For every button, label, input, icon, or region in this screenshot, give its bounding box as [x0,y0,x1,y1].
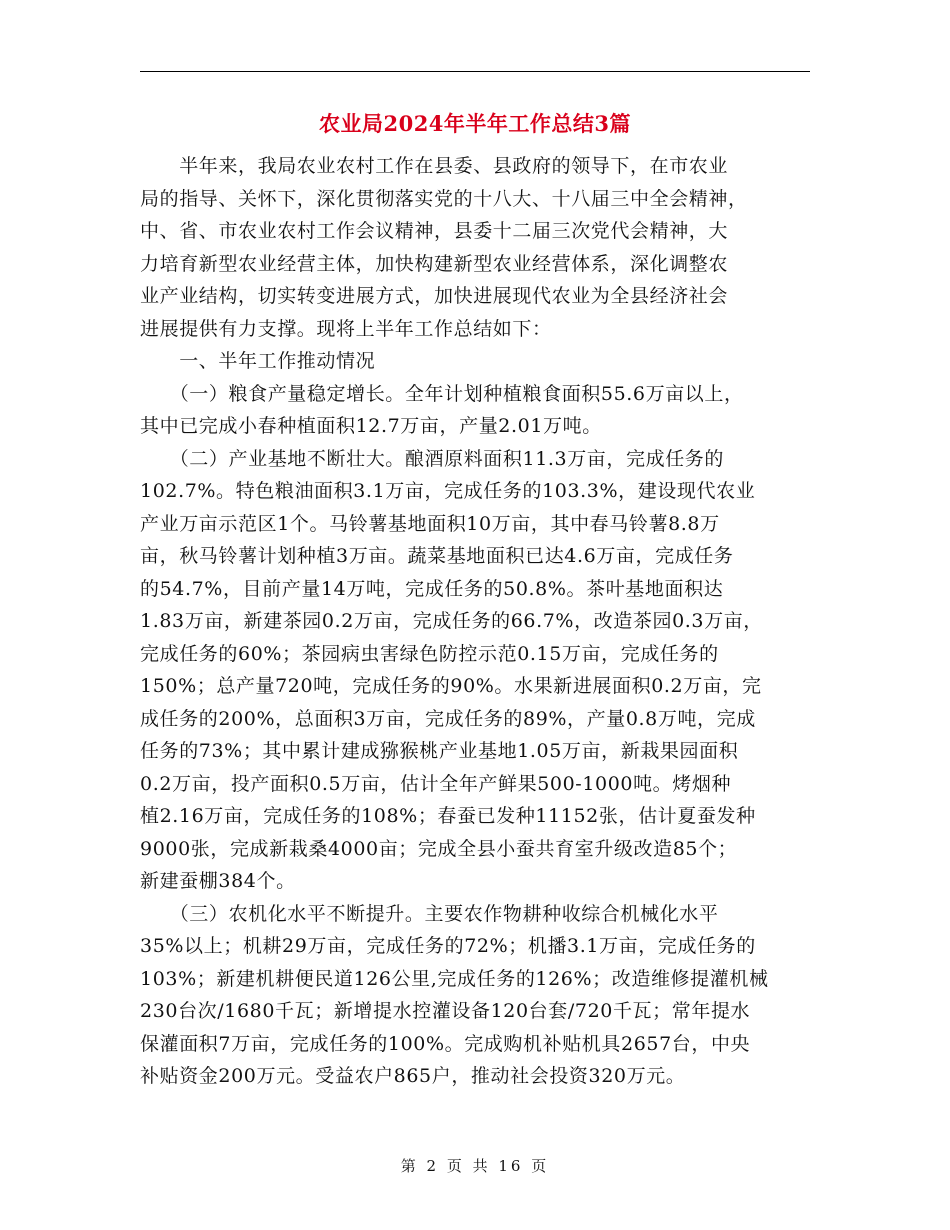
body-line: 保灌面积7万亩，完成任务的100%。完成购机补贴机具2657台，中央 [140,1032,751,1055]
body-line: 完成任务的60%；茶园病虫害绿色防控示范0.15万亩，完成任务的 [140,642,719,665]
body-line: 进展提供有力支撑。现将上半年工作总结如下： [140,317,552,340]
document-body [140,150,816,1093]
body-line: 230台次/1680千瓦；新增提水控灌设备120台套/720千瓦；常年提水 [140,1000,751,1022]
body-line: 局的指导、关怀下，深化贯彻落实党的十八大、十八届三中全会精神， [140,187,748,210]
body-line: 半年来，我局农业农村工作在县委、县政府的领导下，在市农业 [140,155,729,177]
header-rule [140,71,810,72]
body-line: （一）粮食产量稳定增长。全年计划种植粮食面积55.6万亩以上， [140,382,744,405]
page-number: 第 2 页 共 16 页 [400,1157,550,1175]
body-line: 其中已完成小春种植面积12.7万亩，产量2.01万吨。 [140,415,602,437]
body-line: 亩，秋马铃薯计划种植3万亩。蔬菜基地面积已达4.6万亩，完成任务 [140,545,734,567]
body-line: （二）产业基地不断壮大。酿酒原料面积11.3万亩，完成任务的 [140,447,725,470]
body-line: 力培育新型农业经营主体，加快构建新型农业经营体系，深化调整农 [140,252,729,275]
body-line: 任务的73%；其中累计建成猕猴桃产业基地1.05万亩，新栽果园面积 [140,740,739,762]
body-line: 中、省、市农业农村工作会议精神，县委十二届三次党代会精神，大 [140,220,729,242]
body-line: 9000张，完成新栽桑4000亩；完成全县小蚕共育室升级改造85个； [140,837,738,860]
body-line: 成任务的200%，总面积3万亩，完成任务的89%，产量0.8万吨，完成 [140,707,756,730]
body-line: 产业万亩示范区1个。马铃薯基地面积10万亩，其中春马铃薯8.8万 [140,512,720,535]
body-line: 150%；总产量720吨，完成任务的90%。水果新进展面积0.2万亩，完 [140,675,762,697]
body-line: 35%以上；机耕29万亩，完成任务的72%；机播3.1万亩，完成任务的 [140,935,756,957]
body-line: （三）农机化水平不断提升。主要农作物耕种收综合机械化水平 [140,902,719,925]
section-heading: 一、半年工作推动情况 [140,350,376,372]
body-line: 业产业结构，切实转变进展方式，加快进展现代农业为全县经济社会 [140,285,729,307]
body-line: 新建蚕棚384个。 [140,870,296,892]
body-line: 1.83万亩，新建茶园0.2万亩，完成任务的66.7%，改造茶园0.3万亩， [140,610,763,632]
body-line: 102.7%。特色粮油面积3.1万亩，完成任务的103.3%，建设现代农业 [140,480,756,502]
body-line: 植2.16万亩，完成任务的108%；春蚕已发种11152张，估计夏蚕发种 [140,805,756,827]
body-line: 103%；新建机耕便民道126公里,完成任务的126%；改造维修提灌机械 [140,967,769,990]
document-title: 农业局2024年半年工作总结3篇 [318,111,632,136]
body-line: 0.2万亩，投产面积0.5万亩，估计全年产鲜果500-1000吨。烤烟种 [140,772,732,795]
body-line: 补贴资金200万元。受益农户865户，推动社会投资320万元。 [140,1065,686,1087]
body-line: 的54.7%，目前产量14万吨，完成任务的50.8%。茶叶基地面积达 [140,577,724,600]
